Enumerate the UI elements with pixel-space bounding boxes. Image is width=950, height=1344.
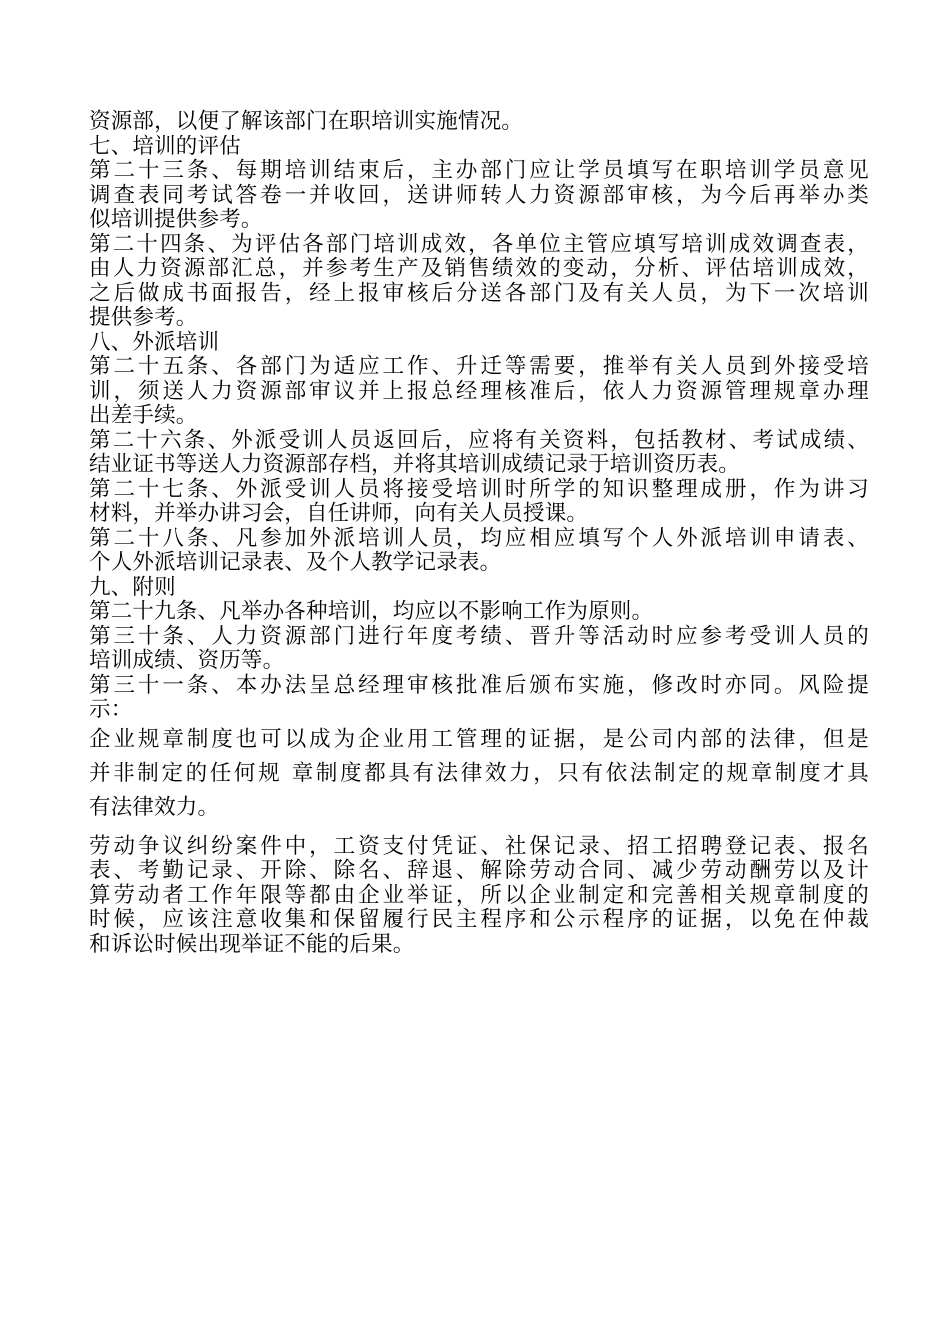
document-text-line: 资源部，以便了解该部门在职培训实施情况。 (89, 109, 524, 134)
final-paragraph-text-line: 表、考勤记录、开除、除名、辞退、解除劳动合同、减少劳动酬劳以及计 (89, 858, 869, 883)
final-paragraph-text-line: 和诉讼时候出现举证不能的后果。 (89, 931, 415, 957)
document-text-line: 提供参考。 (89, 305, 198, 330)
final-paragraph-text-line: 劳动争议纠纷案件中，工资支付凭证、社保记录、招工招聘登记表、报名 (89, 833, 869, 859)
document-text-line: 第二十三条、每期培训结束后，主办部门应让学员填写在职培训学员意见 (89, 158, 869, 183)
document-text-line: 八、外派培训 (89, 329, 220, 355)
document-text-line: 之后做成书面报告，经上报审核后分送各部门及有关人员，为下一次培训 (89, 280, 869, 306)
risk-note-text-line: 并非制定的任何规 章制度都具有法律效力，只有依法制定的规章制度才具 (89, 760, 869, 786)
document-text-line: 个人外派培训记录表、及个人教学记录表。 (89, 550, 502, 575)
document-text-line: 结业证书等送人力资源部存档，并将其培训成绩记录于培训资历表。 (89, 452, 741, 477)
document-text-line: 示： (89, 697, 133, 722)
risk-note (89, 723, 869, 825)
document-text-line: 第二十四条、为评估各部门培训成效，各单位主管应填写培训成效调查表， (89, 231, 869, 257)
document-text-line: 第二十九条、凡举办各种培训，均应以不影响工作为原则。 (89, 599, 654, 624)
document-text-line: 训，须送人力资源部审议并上报总经理核准后，依人力资源管理规章办理 (89, 378, 869, 404)
risk-note-text-line: 企业规章制度也可以成为企业用工管理的证据，是公司内部的法律，但是 (89, 726, 869, 752)
document-text-line: 第二十七条、外派受训人员将接受培训时所学的知识整理成册，作为讲习 (89, 476, 869, 502)
final-paragraph (89, 835, 869, 958)
document-text-line: 第三十条、人力资源部门进行年度考绩、晋升等活动时应参考受训人员的 (89, 623, 869, 649)
document-text-line: 第二十五条、各部门为适应工作、升迁等需要，推举有关人员到外接受培 (89, 354, 869, 379)
risk-note-text-line: 有法律效力。 (89, 794, 220, 820)
document-text-line: 第二十八条、凡参加外派培训人员，均应相应填写个人外派培训申请表、 (89, 525, 869, 551)
final-paragraph-text-line: 时候，应该注意收集和保留履行民主程序和公示程序的证据，以免在仲裁 (89, 907, 869, 932)
document-text-line: 第三十一条、本办法呈总经理审核批准后颁布实施，修改时亦同。风险提 (89, 672, 869, 698)
document-text-line: 第二十六条、外派受训人员返回后，应将有关资料，包括教材、考试成绩、 (89, 427, 869, 453)
document-text-line: 似培训提供参考。 (89, 207, 263, 232)
document-text-line: 出差手续。 (89, 403, 198, 428)
document-text-line: 九、附则 (89, 574, 176, 600)
document-text-line: 由人力资源部汇总，并参考生产及销售绩效的变动，分析、评估培训成效， (89, 256, 869, 281)
document-text-line: 材料，并举办讲习会，自任讲师，向有关人员授课。 (89, 501, 589, 526)
document-text-line: 培训成绩、资历等。 (89, 648, 285, 673)
document-text-line: 七、培训的评估 (89, 133, 241, 159)
document-page (89, 110, 869, 957)
final-paragraph-text-line: 算劳动者工作年限等都由企业举证，所以企业制定和完善相关规章制度的 (89, 882, 869, 908)
document-body (89, 110, 869, 723)
document-text-line: 调查表同考试答卷一并收回，送讲师转人力资源部审核，为今后再举办类 (89, 182, 869, 208)
